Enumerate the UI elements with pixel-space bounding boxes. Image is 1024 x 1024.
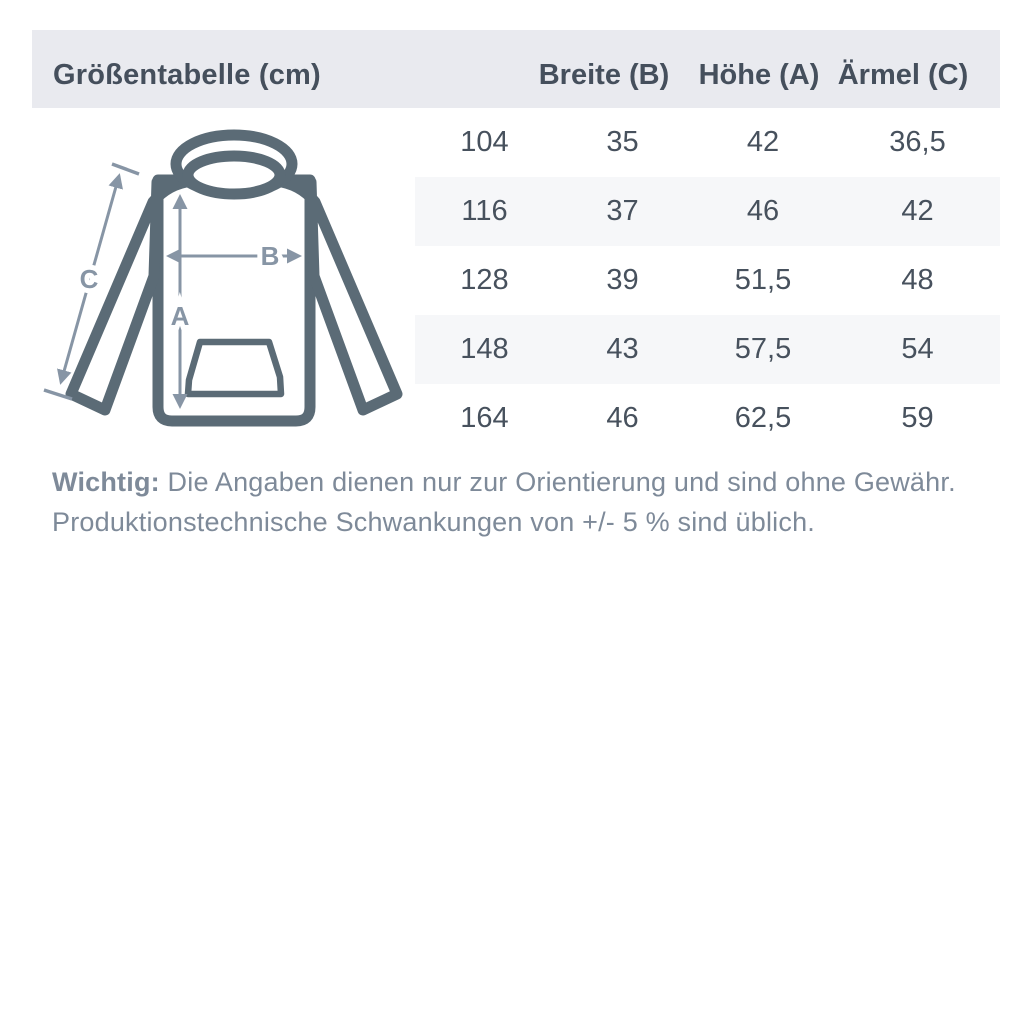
hoehe-cell: 46: [746, 195, 780, 227]
size-cell: 128: [460, 264, 509, 296]
hoehe-cell: 62,5: [734, 402, 792, 434]
aermel-cell: 59: [901, 402, 934, 434]
breite-cell: 39: [606, 264, 639, 296]
aermel-cell: 48: [901, 264, 934, 296]
collar: [188, 156, 280, 194]
page-title: Größentabelle (cm): [53, 58, 321, 91]
column-header-hoehe: Höhe (A): [698, 58, 820, 91]
table-row: [415, 108, 1000, 177]
size-cell: 116: [461, 195, 508, 227]
table-row: [415, 384, 1000, 453]
width-label: B: [260, 241, 280, 271]
aermel-cell: 36,5: [889, 126, 946, 158]
kangaroo-pocket: [188, 342, 281, 394]
breite-cell: 37: [606, 195, 639, 227]
note-line-1: Wichtig: Die Angaben dienen nur zur Orientierung und sind ohne Gewähr.: [52, 467, 956, 497]
size-cell: 104: [460, 126, 509, 158]
hoodie-illustration: [42, 118, 422, 448]
note-line-2: Produktionstechnische Schwankungen von +/- 5 % sind üblich.: [52, 507, 816, 537]
hoehe-cell: 42: [746, 126, 780, 158]
table-row: [415, 315, 1000, 384]
table-row: [415, 177, 1000, 246]
sleeve-label: C: [79, 264, 99, 294]
size-cell: 148: [460, 333, 509, 365]
breite-cell: 46: [606, 402, 639, 434]
sleeve-tick-top: [112, 164, 139, 174]
size-table: [415, 108, 1000, 453]
disclaimer-note: [52, 462, 982, 542]
note-label: Wichtig:: [52, 467, 160, 497]
aermel-cell: 42: [901, 195, 934, 227]
breite-cell: 43: [606, 333, 639, 365]
height-label: A: [170, 301, 190, 331]
column-header-breite: Breite (B): [538, 58, 670, 91]
column-header-aermel: Ärmel (C): [837, 58, 969, 91]
size-cell: 164: [460, 402, 509, 434]
hoehe-cell: 57,5: [734, 333, 792, 365]
table-row: [415, 246, 1000, 315]
table-header-bar: [32, 30, 1000, 108]
aermel-cell: 54: [901, 333, 934, 365]
hoodie-diagram: [42, 118, 422, 448]
breite-cell: 35: [606, 126, 639, 158]
hoehe-cell: 51,5: [734, 264, 792, 296]
